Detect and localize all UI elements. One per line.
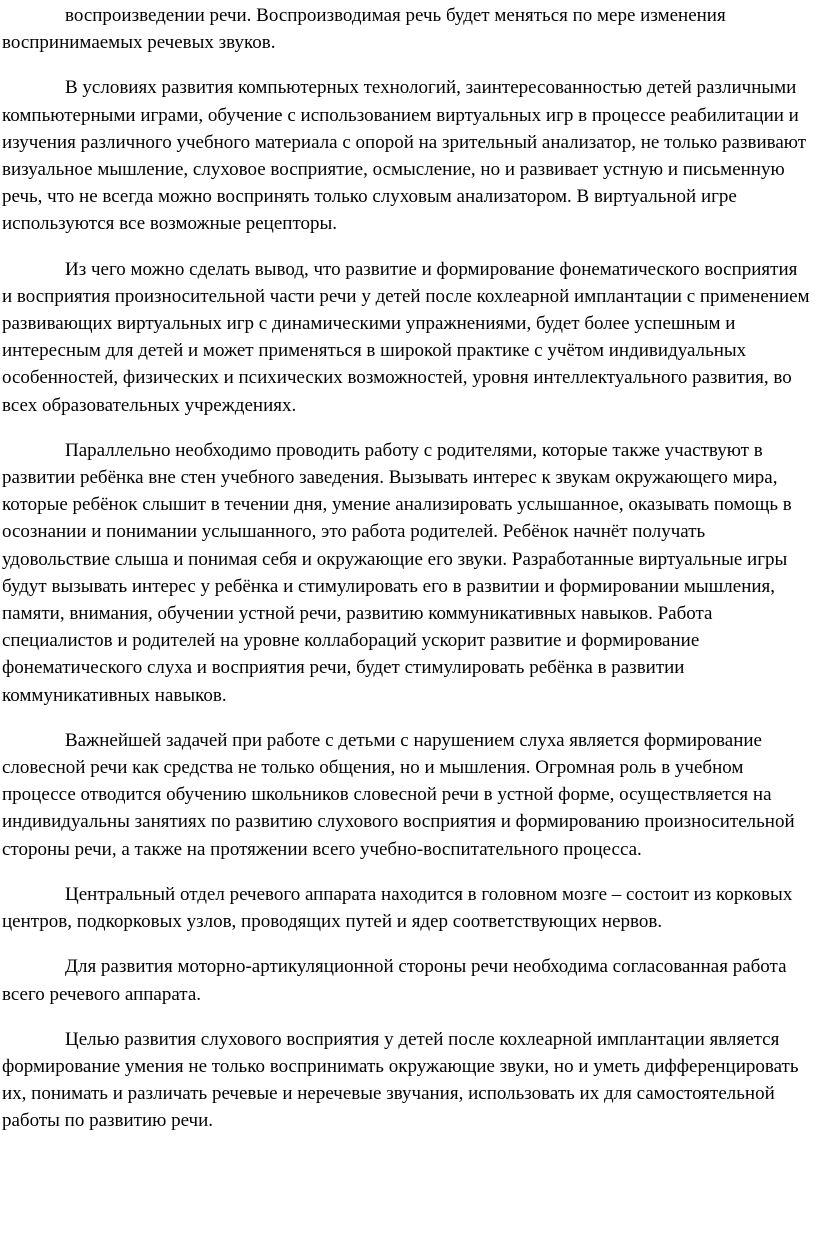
paragraph-continuation: воспроизведении речи. Воспроизводимая речь будет меняться по мере изменения воспринимаемых речевых звуков.: [2, 5, 726, 54]
paragraph-motor-articulation: Для развития моторно-артикуляционной стороны речи необходима согласованная работа всего речевого аппарата.: [2, 956, 787, 1005]
paragraph-parents-work: Параллельно необходимо проводить работу с родителями, которые также участвуют в развитии ребёнка вне стен учебного заведения. Вызывать интерес к звукам окружающего мира, которые ребёнок слышит в течении дня, умение анализировать услышанное, оказывать помощь в осознании и понимании услышанного, это работа родителей. Ребёнок начнёт получать удовольствие слыша и понимая себя и окружающие его звуки. Разработанные виртуальные игры будут вызывать интерес у ребёнка и стимулировать его в развитии и формировании мышления, памяти, внимания, обучении устной речи, развитию коммуникативных навыков. Работа специалистов и родителей на уровне коллабораций ускорит развитие и формирование фонематического слуха и восприятия речи, будет стимулировать ребёнка в развитии коммуникативных навыков.: [2, 439, 792, 706]
paragraph-computer-technologies: В условиях развития компьютерных технологий, заинтересованностью детей различными компьютерными играми, обучение с использованием виртуальных игр в процессе реабилитации и изучения различного учебного материала с опорой на зрительный анализатор, не только развивают визуальное мышление, слуховое восприятие, осмысление, но и развивает устную и письменную речь, что не всегда можно воспринять только слуховым анализатором. В виртуальной игре используются все возможные рецепторы.: [2, 77, 807, 235]
paragraph-main-task: Важнейшей задачей при работе с детьми с нарушением слуха является формирование словесной речи как средства не только общения, но и мышления. Огромная роль в учебном процессе отводится обучению школьников словесной речи в устной форме, осуществляется на индивидуальны занятиях по развитию слухового восприятия и формированию произносительной стороны речи, а также на протяжении всего учебно-воспитательного процесса.: [2, 729, 795, 860]
paragraph-central-department: Центральный отдел речевого аппарата находится в головном мозге – состоит из корковых центров, подкорковых узлов, проводящих путей и ядер соответствующих нервов.: [2, 883, 793, 933]
paragraph-conclusion: Из чего можно сделать вывод, что развитие и формирование фонематического восприятия и восприятия произносительной части речи у детей после кохлеарной имплантации с применением развивающих виртуальных игр с динамическими упражнениями, будет более успешным и интересным для детей и может применяться в широкой практике с учётом индивидуальных особенностей, физических и психических возможностей, уровня интеллектуального развития, во всех образовательных учреждениях.: [2, 258, 810, 416]
paragraph-auditory-perception-goal: Целью развития слухового восприятия у детей после кохлеарной имплантации является формирование умения не только воспринимать окружающие звуки, но и уметь дифференцировать их, понимать и различать речевые и неречевые звучания, использовать их для самостоятельной работы по развитию речи.: [2, 1028, 799, 1132]
